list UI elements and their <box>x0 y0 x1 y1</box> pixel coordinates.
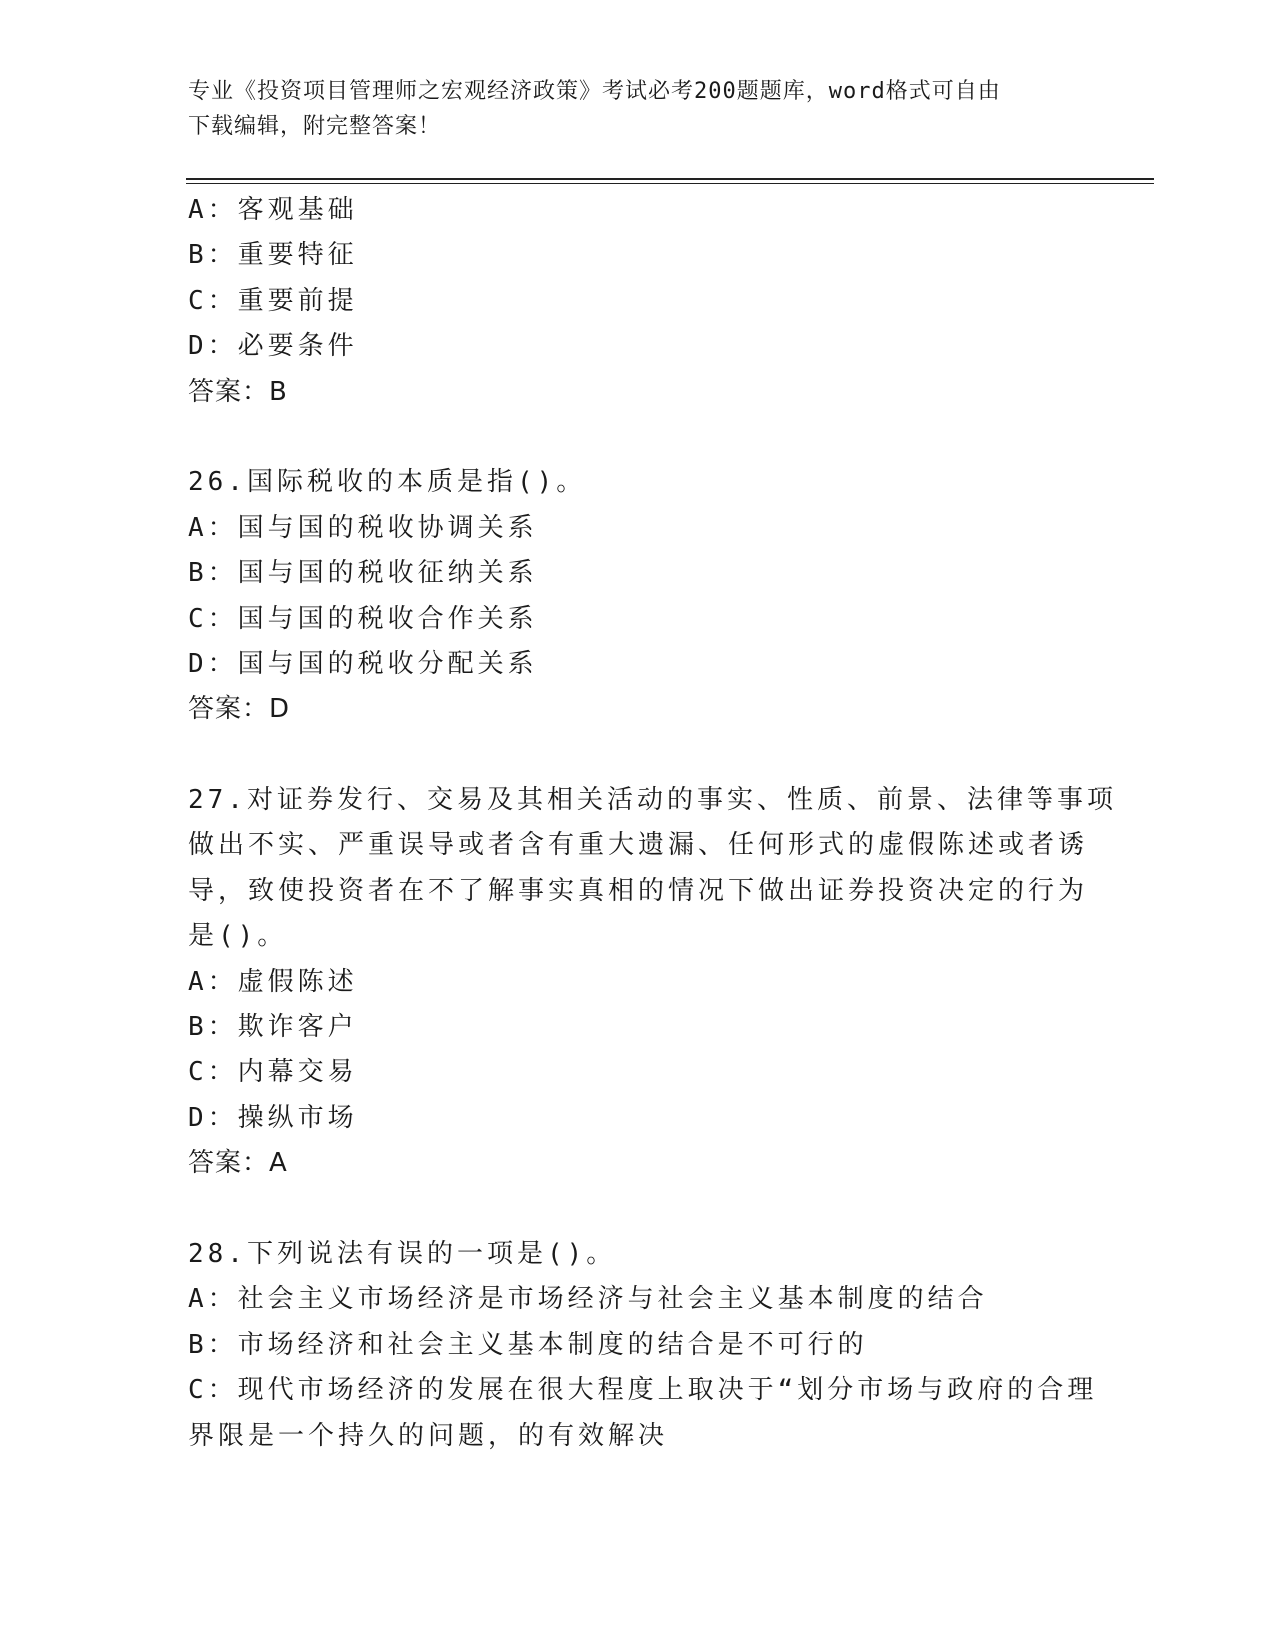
option-b: B：重要特征 <box>188 240 358 271</box>
option-b: B：欺诈客户 <box>188 1012 358 1043</box>
question-block-prev <box>188 188 1088 415</box>
question-stem-line-2: 做出不实、严重误导或者含有重大遗漏、任何形式的虚假陈述或者诱 <box>188 830 1089 861</box>
option-c: C：内幕交易 <box>188 1057 358 1088</box>
question-stem-line-1: 27.对证券发行、交易及其相关活动的事实、性质、前景、法律等事项 <box>188 785 1117 816</box>
option-c: C：现代市场经济的发展在很大程度上取决于“划分市场与政府的合理 <box>188 1375 1098 1406</box>
question-stem: 28.下列说法有误的一项是()。 <box>188 1238 617 1269</box>
option-b: B：市场经济和社会主义基本制度的结合是不可行的 <box>188 1329 868 1360</box>
option-b: B：国与国的税收征纳关系 <box>188 558 538 589</box>
answer-line: 答案：A <box>188 1148 288 1179</box>
header-rule-thick <box>186 178 1154 180</box>
header-line-1: 专业《投资项目管理师之宏观经济政策》考试必考200题题库，word格式可自由 <box>188 79 1001 104</box>
question-list <box>188 188 1117 1459</box>
option-a: A：虚假陈述 <box>188 966 358 997</box>
spacer <box>188 733 1088 778</box>
spacer <box>188 1187 1088 1232</box>
answer-line: 答案：B <box>188 376 288 407</box>
header-rule-thin <box>186 183 1154 184</box>
option-c: C：重要前提 <box>188 285 358 316</box>
option-c: C：国与国的税收合作关系 <box>188 603 538 634</box>
option-a: A：客观基础 <box>188 195 358 225</box>
document-header <box>188 74 1068 144</box>
question-stem: 26.国际税收的本质是指()。 <box>188 467 587 498</box>
option-a: A：社会主义市场经济是市场经济与社会主义基本制度的结合 <box>188 1284 988 1315</box>
header-line-2: 下载编辑，附完整答案！ <box>188 114 442 139</box>
option-c-continued: 界限是一个持久的问题，的有效解决 <box>188 1420 669 1451</box>
question-stem-line-4: 是()。 <box>188 921 288 952</box>
question-block-26 <box>188 460 1088 732</box>
option-d: D：国与国的税收分配关系 <box>188 648 538 679</box>
question-stem-line-3: 导，致使投资者在不了解事实真相的情况下做出证券投资决定的行为 <box>188 875 1089 906</box>
spacer <box>188 415 1088 460</box>
option-d: D：操纵市场 <box>188 1102 358 1133</box>
answer-line: 答案：D <box>188 694 291 725</box>
question-block-27 <box>188 778 1117 1187</box>
option-a: A：国与国的税收协调关系 <box>188 512 538 543</box>
option-d: D：必要条件 <box>188 331 358 362</box>
question-block-28 <box>188 1232 1098 1459</box>
